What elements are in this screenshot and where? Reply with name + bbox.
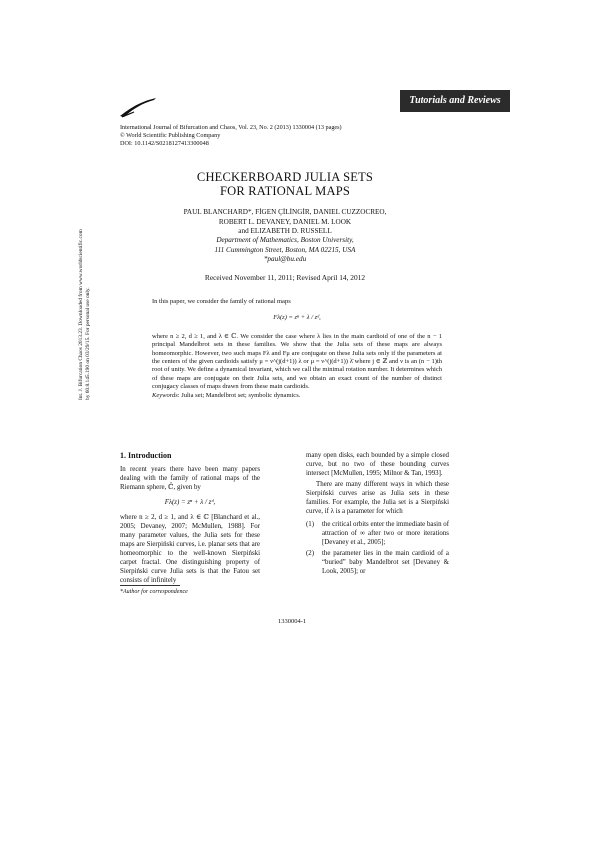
list-number: (2) [306, 550, 315, 557]
journal-line-2: © World Scientific Publishing Company [120, 132, 221, 139]
left-column [120, 465, 260, 585]
title-line-1: CHECKERBOARD JULIA SETS [196, 170, 374, 184]
series-banner: Tutorials and Reviews [400, 90, 510, 112]
title-line-2: FOR RATIONAL MAPS [219, 184, 351, 198]
intro-equation: Fλ(z) = zⁿ + λ / zᵈ, [164, 499, 216, 506]
paper-title [100, 170, 470, 198]
aff-line-2: 111 Cummington Street, Boston, MA 02215, USA [214, 245, 356, 254]
section-heading: 1. Introduction [120, 451, 172, 460]
author-email: *paul@bu.edu [263, 255, 307, 263]
keywords-label: Keywords [152, 391, 178, 399]
keywords-list: : Julia set; Mandelbrot set; symbolic dynamics. [177, 391, 301, 399]
keywords [152, 392, 442, 400]
journal-logo-icon [118, 96, 158, 118]
list-item [306, 549, 449, 576]
list-text: the critical orbits enter the immediate basin of attraction of ∞ after two or more iterations [Devaney et al., 2005]; [322, 521, 449, 546]
watermark-line-1: Int. J. Bifurcation Chaos 2013.23. Downloaded from www.worldscientific.com [78, 229, 84, 400]
authors-line-3: and ELIZABETH D. RUSSELL [238, 227, 332, 235]
footnote: *Author for correspondence [120, 589, 188, 595]
authors-line-2: ROBERT L. DEVANEY, DANIEL M. LOOK [218, 217, 352, 226]
download-watermark [78, 210, 92, 400]
watermark-line-2: by 60.8.145.190 on 03/29/15. For personal use only. [85, 287, 91, 400]
aff-line-1: Department of Mathematics, Boston University, [216, 236, 354, 244]
abstract-equation: Fλ(z) = zⁿ + λ / zᵈ, [273, 314, 321, 322]
abstract [152, 298, 442, 400]
condition-list [306, 520, 449, 576]
abstract-intro: In this paper, we consider the family of rational maps [152, 298, 291, 305]
intro-paragraph-4: There are many different ways in which these Sierpiński curves arise as Julia sets in these families. For example, the Julia set is a Sierpiński curve, if λ is a parameter for which [306, 481, 449, 515]
list-text: the parameter lies in the main cardioid of a “buried” baby Mandelbrot set [Devaney & Look, 2005]; or [322, 550, 449, 575]
journal-doi: DOI: 10.1142/S0218127413300048 [120, 140, 209, 147]
affiliation [100, 236, 470, 265]
journal-citation [120, 124, 342, 148]
page-number: 1330004-1 [278, 618, 307, 625]
intro-paragraph-1: In recent years there have been many papers dealing with the family of rational maps of the Riemann sphere, ℂ̂, given by [120, 466, 260, 491]
author-list [100, 208, 470, 237]
authors-line-1: PAUL BLANCHARD*, FİGEN ÇİLİNGİR, DANIEL CUZZOCREO, [183, 208, 387, 216]
abstract-body: where n ≥ 2, d ≥ 1, and λ ∈ ℂ. We consider the case where λ lies in the main cardioid of one of the n − 1 principal Mandelbrot sets in these families. We show that the Julia sets of these maps are always homeomorphic. However, two such maps Fλ and Fμ are conjugate on these Julia sets only if the parameters at the centers of the given cardioids satisfy μ = ν^(j(d+1)) λ or μ = ν^(j(d+1)) λ̄ where j ∈ ℤ and ν is an (n − 1)th root of unity. We define a dynamical invariant, which we call the minimal rotation number. It determines which of these maps are conjugate on their Julia sets, and we obtain an exact count of the number of distinct conjugacy classes of maps drawn from these main cardioids. [152, 332, 442, 391]
intro-paragraph-2: where n ≥ 2, d ≥ 1, and λ ∈ ℂ [Blanchard et al., 2005; Devaney, 2007; McMullen, 1988]. For many parameter values, the Julia sets for these maps are Sierpiński curves, i.e. planar sets that are homeomorphic to the well-known Sierpiński carpet fractal. One distinguishing property of Sierpiński curve Julia sets is that the Fatou set consists of infinitely [120, 514, 260, 584]
journal-line-1: International Journal of Bifurcation and Chaos, Vol. 23, No. 2 (2013) 1330004 (13 pages) [120, 124, 342, 131]
list-number: (1) [306, 521, 315, 528]
received-dates: Received November 11, 2011; Revised April 14, 2012 [204, 273, 366, 282]
intro-paragraph-3: many open disks, each bounded by a simple closed curve, but no two of these bounding curves intersect [McMullen, 1995; Milnor & Tan, 1993]. [306, 452, 449, 477]
list-item [306, 520, 449, 547]
footnote-rule [120, 585, 180, 586]
right-column [306, 451, 449, 578]
